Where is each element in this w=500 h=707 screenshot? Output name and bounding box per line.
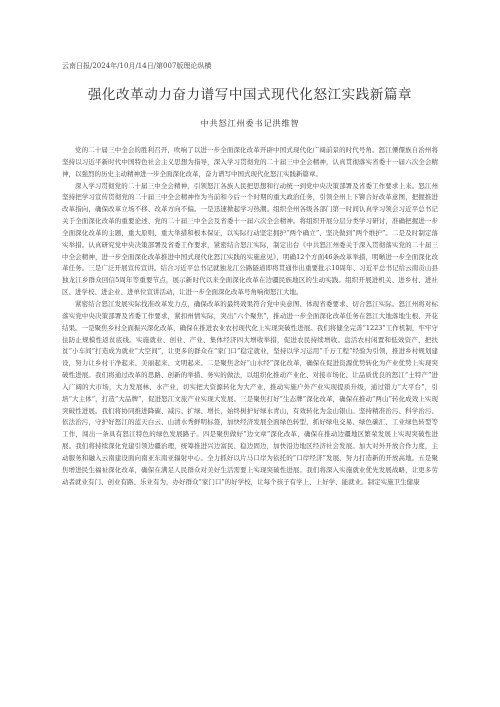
article-headline: 强化改革动力奋力谱写中国式现代化怒江实践新篇章 — [87, 87, 413, 103]
source-line: 云南日报/2024年/10月/14日/第007版理论纵横 — [62, 62, 212, 70]
paragraph-3: 紧密结合怒江发展实际找准改革发力点，确保改革的最终效果符合党中央意图、体现省委要求、切合怒江实际。怒江州将对标落实党中央决策部署及省委工作要求，紧扣州情实际，突出“六个聚焦”，推动进一步全面深化改革任务在怒江大地落地生根、开花结果。一是聚焦乡村全面振兴深化改革，确保在推进农业农村现代化上实现突破性进展。我们将健全完善“1223”工作机制，牢牢守住防止规模性返贫底线。实施就业、创业、产业、集体经济四大增收举措，促进农民持续增收。盘活农村闲置和低效资产，把扶贫“小车间”打造成为就业“大空间”，让更多的群众在“家门口”稳定就业，坚持以学习运用“千万工程”经验为引领，推进乡村规划建设，努力让乡村干净起来、美丽起来、文明起来。二是聚焦念好“山水经”深化改革，确保在促进资源优势转化为产业优势上实现突破性进展。我们将通过改革的思路、创新的举措、务实的做法，以组织化推动产业化、对接市场化、让品质优良的怒江“土特产”进入广阔的大市场，大力发展林、水产业，切实把大资源转化为大产业，推动实施户外产业实现提质升级，通过错力“大平台”，引培“大主体”，打造“大品牌”，促进怒江文旅产业实现大发展。三是聚焦打好“生态牌”深化改革，确保在推动“两山”转化成效上实现突破性进展。我们将协同推进降碳、减污、扩绿、增长，始终树护好绿水青山，有效转化为金山银山。坚持精准治污、科学治污、依法治污，守护好怒江的蓝天白云、山清水秀鲜明标签，加快经济发展全面绿色转型，抓好绿电交易、绿色碳汇、工业绿色转型等工作，闯出一条具有怒江特色的绿色发展路子。四是聚焦做好“边文章”深化改革，确保在推动边疆地区繁荣发展上实现突破性进展。我们将持续深化党建引领边疆治理，统筹推进兴边富民、稳边固边，加快沿边地区经济社会发展。加大对外开放合作力度，主动服务和融入云南建设面向南亚东南亚辐射中心。全力抓好以片马口岸为依托的“口岸经济”发展，努力打造新的开放高地。五是聚焦增进民生福祉深化改革，确保在满足人民群众对美好生活需要上实现突破性进展。我们将深入实施就业优先发展战略，让更多劳动者就业有门、创业有路、乐业有为，办好群众“家门口”的好学校，让每个孩子有学上、上好学、能就业。制定实施卫生健康 — [62, 299, 438, 486]
paragraph-2: 深入学习贯彻党的二十届三中全会精神，引领怒江各族人民把思想和行动统一到党中央决策部署及省委工作要求上来。怒江州坚持把学习宣传贯彻党的二十届三中全会精神作为当前和今后一个时期的重大政治任务，引领全州上下铆合好改革意图，把握推进改革指向，确保改革立场不移、改革方向不偏。一是迅速掀起学习热潮。组织全州各级各部门第一时间认真学习领会习近平总书记关于全面深化改革的重要论述、党的二十届三中全会及省委十一届六次全会精神。将组织开展分层分类学习研讨，准确把握进一步全面深化改革的主题、重大原则、重大举措和根本保证，以实际行动坚定拥护“两个确立”、坚决做到“两个维护”。二是及时制定落实举措。认真研究党中央决策部署及省委工作要求，紧密结合怒江实际，制定出台《中共怒江州委关于深入贯彻落实党的二十届三中全会精神，进一步全面深化改革推进中国式现代化怒江实践的实施意见》，明确12个方面46条改革举措，明晰进一步全面深化改革任务。三是广泛开展宣传宣讲。结合习近平总书记就独龙江公路隧道即将贯通作出重要批示10周年、习近平总书记给云南贡山县独龙江乡群众回信5周年等重要节点，展示新时代以来全面深化改革在边疆民族地区的生动实践。组织开展进机关、进乡村、进社区、进学校、进企业、进单位宣讲活动，让进一步全面深化改革号角响彻怒江大地。 — [62, 181, 438, 297]
article-byline: 中共怒江州委书记洪维智 — [200, 118, 300, 128]
paragraph-1: 党的二十届三中全会的胜利召开，吹响了以进一步全面深化改革开辟中国式现代化广阔前景的时代号角。怒江傈僳族自治州将坚持以习近平新时代中国特色社会主义思想为指导，深入学习贯彻党的二十届三中全会精神，认真贯彻落实省委十一届六次全会精神，以强烈的历史主动精神进一步全面深化改革，奋力谱写中国式现代化怒江实践新篇章。 — [62, 146, 438, 178]
article-body — [62, 145, 438, 488]
